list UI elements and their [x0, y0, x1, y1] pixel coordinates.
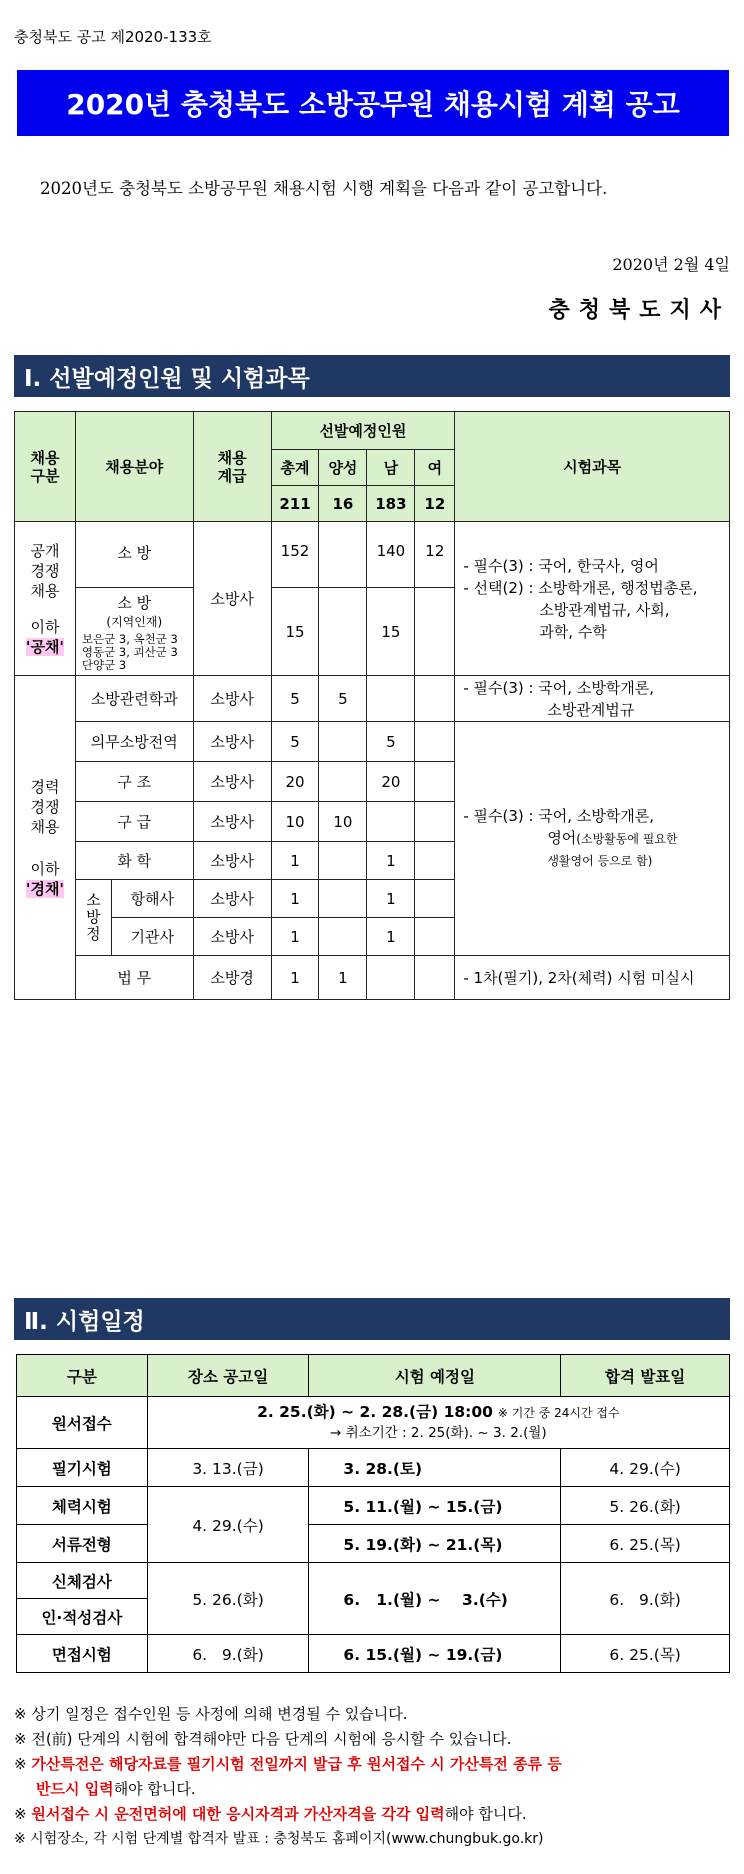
schedule-header: 구분: [17, 1355, 148, 1397]
note-3-cont: 반드시 입력해야 합니다.: [36, 1780, 196, 1798]
row-label-aptitude: 인·적성검사: [17, 1599, 148, 1635]
schedule-header: 장소 공고일: [147, 1355, 309, 1397]
open-subjects: - 필수(3) : 국어, 한국사, 영어 - 선택(2) : 소방학개론, 행정법총론, 소방관계법규, 사회, 과학, 수학: [455, 522, 730, 676]
open-male-2: 15: [367, 588, 415, 676]
career-total: 1: [271, 842, 319, 880]
boat-label: 소 방 정: [75, 880, 111, 956]
medical-result-date: 6. 9.(화): [561, 1563, 730, 1635]
note-4: ※ 원서접수 시 운전면허에 대한 응시자격과 가산자격을 각각 입력해야 합니다.: [14, 1805, 527, 1823]
notes: [14, 1702, 734, 1852]
section-1-header: Ⅰ. 선발예정인원 및 시험과목: [14, 355, 730, 397]
career-subjects-a: - 필수(3) : 국어, 소방학개론, 소방관계법규: [455, 676, 730, 722]
career-field: 의무소방전역: [75, 722, 193, 762]
career-subjects-c: - 1차(필기), 2차(체력) 시험 미실시: [455, 956, 730, 1000]
header-both: 양성: [319, 450, 367, 486]
written-result-date: 4. 29.(수): [561, 1449, 730, 1487]
row-label-doc: 서류전형: [17, 1525, 148, 1563]
career-rank: 소방사: [193, 918, 271, 956]
open-total-2: 15: [271, 588, 319, 676]
career-female: [415, 842, 455, 880]
career-field: 구 급: [75, 802, 193, 842]
page-title: 2020년 충청북도 소방공무원 채용시험 계획 공고: [17, 70, 729, 136]
career-male: 20: [367, 762, 415, 802]
written-exam-date: 3. 28.(토): [309, 1449, 561, 1487]
career-female: [415, 802, 455, 842]
career-rank: 소방사: [193, 722, 271, 762]
note-3: ※ 가산특전은 해당자료를 필기시험 전일까지 발급 후 원서접수 시 가산특전 종류 등: [14, 1755, 562, 1773]
row-label-medical: 신체검사: [17, 1563, 148, 1599]
note-2: ※ 전(前) 단계의 시험에 합격해야만 다음 단계의 시험에 응시할 수 있습니다.: [14, 1730, 512, 1748]
interview-place-date: 6. 9.(화): [147, 1635, 309, 1673]
row-label-written: 필기시험: [17, 1449, 148, 1487]
note-1: ※ 상기 일정은 접수인원 등 사정에 의해 변경될 수 있습니다.: [14, 1705, 408, 1723]
header-planned: 선발예정인원: [271, 412, 455, 450]
career-female: [415, 956, 455, 1000]
career-both: [319, 762, 367, 802]
career-abbr: '경채': [25, 879, 65, 898]
career-male: 1: [367, 918, 415, 956]
career-type-cell: 경력 경쟁 채용 이하 '경채': [15, 676, 76, 1000]
schedule-header: 합격 발표일: [561, 1355, 730, 1397]
open-field-2: 소 방 (지역인재) 보은군 3, 옥천군 3 영동군 3, 괴산군 3 단양군 3: [75, 588, 193, 676]
career-field: 구 조: [75, 762, 193, 802]
header-male: 남: [367, 450, 415, 486]
career-total: 1: [271, 880, 319, 918]
section-2-header: Ⅱ. 시험일정: [14, 1298, 730, 1340]
career-rank: 소방사: [193, 762, 271, 802]
career-male: [367, 676, 415, 722]
career-total: 1: [271, 918, 319, 956]
note-5: ※ 시험장소, 각 시험 단계별 합격자 발표 : 충청북도 홈페이지(www.chungbuk.go.kr): [14, 1831, 544, 1847]
row-label-interview: 면접시험: [17, 1635, 148, 1673]
written-place-date: 3. 13.(금): [147, 1449, 309, 1487]
open-type-cell: 공개 경쟁 채용 이하 '공채': [15, 522, 76, 676]
career-field: 법 무: [75, 956, 193, 1000]
open-rank: 소방사: [193, 522, 271, 676]
schedule-header: 시험 예정일: [309, 1355, 561, 1397]
career-both: [319, 918, 367, 956]
header-subjects: 시험과목: [455, 412, 730, 522]
header-rank: 채용 계급: [193, 412, 271, 522]
intro-text: 2020년도 충청북도 소방공무원 채용시험 시행 계획을 다음과 같이 공고합니다.: [40, 179, 608, 198]
career-rank: 소방사: [193, 676, 271, 722]
career-rank: 소방경: [193, 956, 271, 1000]
career-total: 10: [271, 802, 319, 842]
header-type: 채용 구분: [15, 412, 76, 522]
physical-doc-place-date: 4. 29.(수): [147, 1487, 309, 1563]
open-abbr: '공채': [25, 637, 65, 656]
career-both: 10: [319, 802, 367, 842]
interview-exam-date: 6. 15.(월) ~ 19.(금): [309, 1635, 561, 1673]
career-field: 기관사: [111, 918, 193, 956]
career-field: 화 학: [75, 842, 193, 880]
career-both: 1: [319, 956, 367, 1000]
open-female-1: 12: [415, 522, 455, 588]
career-both: [319, 842, 367, 880]
career-field: 소방관련학과: [75, 676, 193, 722]
sum-male: 183: [367, 486, 415, 522]
doc-exam-date: 5. 19.(화) ~ 21.(목): [309, 1525, 561, 1563]
sum-both: 16: [319, 486, 367, 522]
career-both: [319, 722, 367, 762]
career-subjects-b: - 필수(3) : 국어, 소방학개론, 영어(소방활동에 필요한 생활영어 등으로 함): [455, 722, 730, 956]
open-male-1: 140: [367, 522, 415, 588]
physical-exam-date: 5. 11.(월) ~ 15.(금): [309, 1487, 561, 1525]
career-rank: 소방사: [193, 842, 271, 880]
career-female: [415, 676, 455, 722]
interview-result-date: 6. 25.(목): [561, 1635, 730, 1673]
header-total: 총계: [271, 450, 319, 486]
career-both: [319, 880, 367, 918]
sender-name: 충청북도지사: [548, 297, 730, 323]
career-both: 5: [319, 676, 367, 722]
career-rank: 소방사: [193, 880, 271, 918]
career-male: 5: [367, 722, 415, 762]
open-field-1: 소 방: [75, 522, 193, 588]
row-label-apply: 원서접수: [17, 1397, 148, 1449]
row-label-physical: 체력시험: [17, 1487, 148, 1525]
career-total: 5: [271, 722, 319, 762]
career-field: 항해사: [111, 880, 193, 918]
career-total: 1: [271, 956, 319, 1000]
open-total-1: 152: [271, 522, 319, 588]
career-male: [367, 956, 415, 1000]
career-female: [415, 722, 455, 762]
career-total: 5: [271, 676, 319, 722]
career-female: [415, 762, 455, 802]
career-rank: 소방사: [193, 802, 271, 842]
career-female: [415, 880, 455, 918]
schedule-table: [16, 1354, 730, 1673]
sum-total: 211: [271, 486, 319, 522]
medical-place-date: 5. 26.(화): [147, 1563, 309, 1635]
medical-exam-date: 6. 1.(월) ~ 3.(수): [309, 1563, 561, 1635]
career-total: 20: [271, 762, 319, 802]
sum-female: 12: [415, 486, 455, 522]
header-field: 채용분야: [75, 412, 193, 522]
notice-date: 2020년 2월 4일: [612, 255, 730, 274]
quota-table: [14, 411, 730, 1000]
physical-result-date: 5. 26.(화): [561, 1487, 730, 1525]
career-female: [415, 918, 455, 956]
apply-period: 2. 25.(화) ~ 2. 28.(금) 18:00 ※ 기간 중 24시간 접수 → 취소기간 : 2. 25(화). ~ 3. 2.(월): [147, 1397, 729, 1449]
header-female: 여: [415, 450, 455, 486]
doc-result-date: 6. 25.(목): [561, 1525, 730, 1563]
notice-number: 충청북도 공고 제2020-133호: [14, 28, 212, 46]
career-male: 1: [367, 880, 415, 918]
career-male: 1: [367, 842, 415, 880]
career-male: [367, 802, 415, 842]
